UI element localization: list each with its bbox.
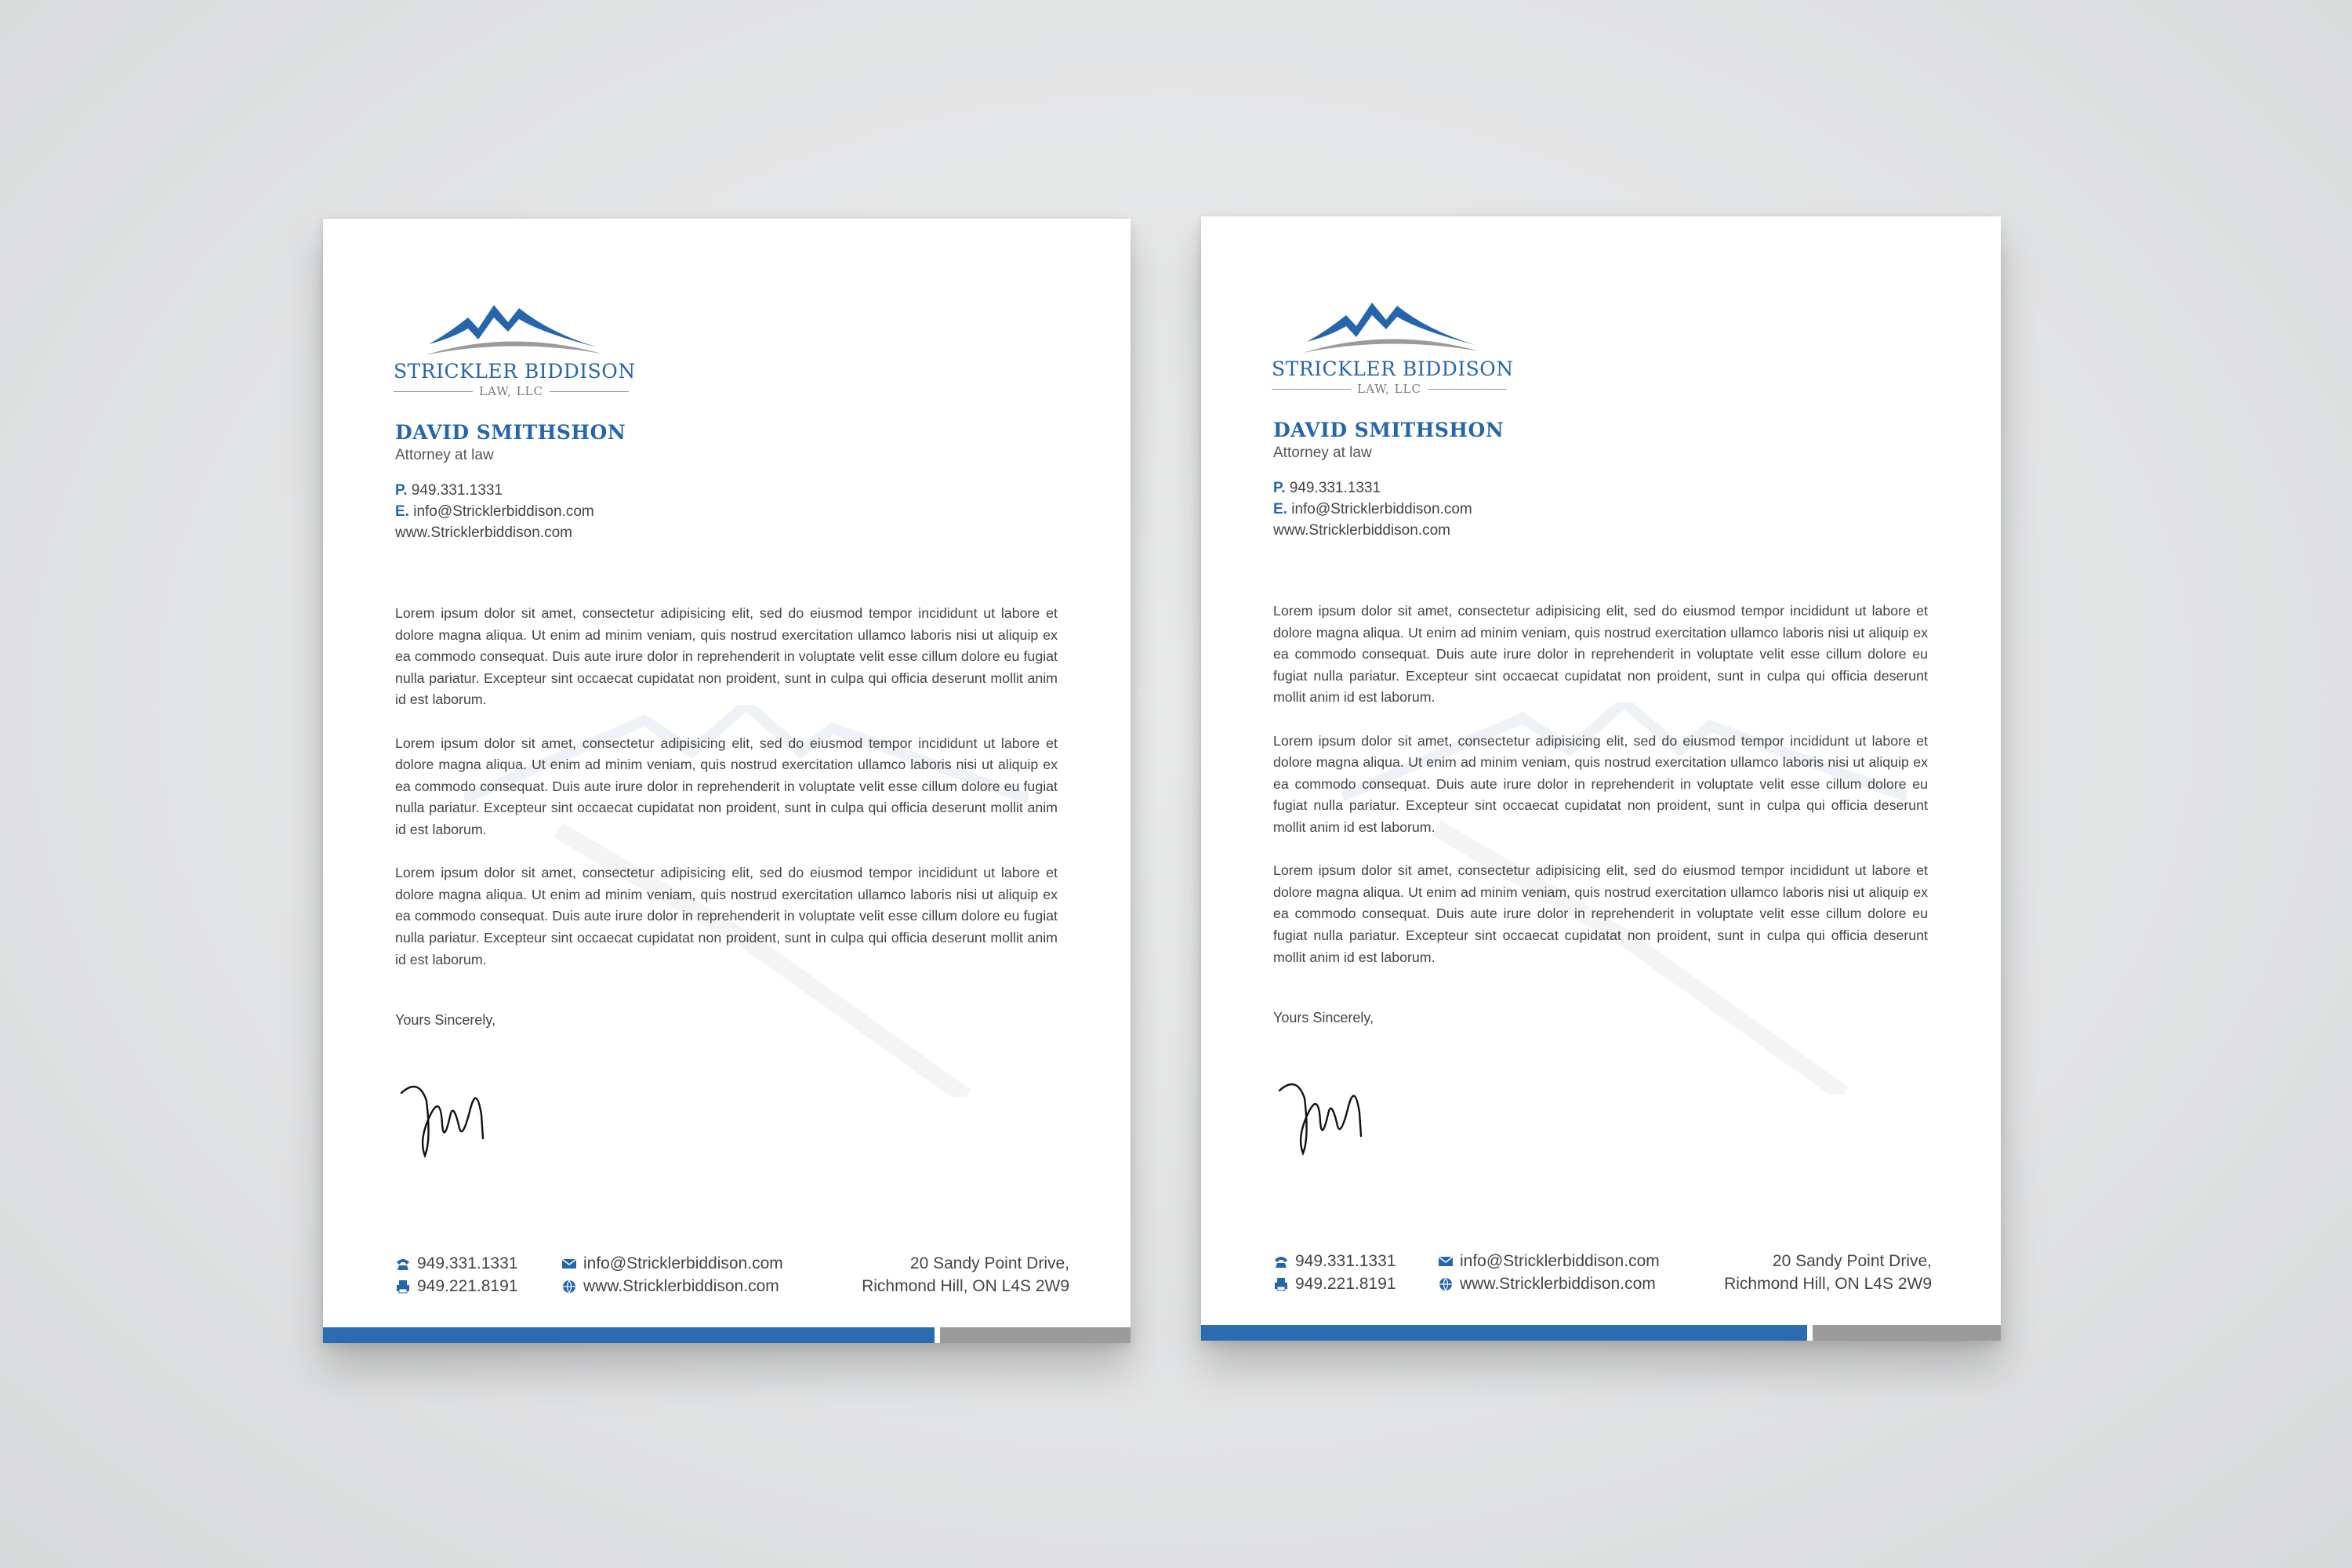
firm-logo	[394, 288, 636, 405]
sender-block	[395, 421, 626, 543]
footer-phone: 949.331.1331	[1295, 1252, 1396, 1270]
footer-online	[561, 1252, 783, 1298]
body-paragraph: Lorem ipsum dolor sit amet, consectetur adipisicing elit, sed do eiusmod tempor incididunt ut labore et dolore magna aliqua. Ut enim ad minim veniam, quis nostrud exercitation ullamco laboris nisi ut aliquip ex ea commodo consequat. Duis aute irure dolor in reprehenderit in voluptate velit esse cillum dolore eu fugiat nulla pariatur. Excepteur sint occaecat cupidatat non proident, sunt in culpa qui officia deserunt mollit anim id est laborum.	[395, 865, 1058, 967]
closing-text: Yours Sincerely,	[395, 1012, 496, 1028]
footer-email: info@Stricklerbiddison.com	[1460, 1252, 1660, 1270]
letterhead-sheet-right	[1201, 216, 2001, 1341]
footer-phones	[395, 1252, 517, 1298]
email-key: E.	[395, 503, 409, 520]
sender-contacts	[1273, 477, 1504, 541]
signature-icon	[395, 1069, 505, 1163]
footer-phones	[1273, 1250, 1396, 1295]
envelope-icon	[561, 1256, 577, 1272]
sender-title: Attorney at law	[395, 447, 494, 463]
firm-subtitle	[1272, 381, 1507, 397]
sender-name: DAVID SMITHSHON	[395, 421, 626, 444]
footer-bar-gray	[1813, 1325, 2001, 1341]
firm-subtitle	[394, 383, 629, 399]
body-paragraph: Lorem ipsum dolor sit amet, consectetur adipisicing elit, sed do eiusmod tempor incididunt ut labore et dolore magna aliqua. Ut enim ad minim veniam, quis nostrud exercitation ullamco laboris nisi ut aliquip ex ea commodo consequat. Duis aute irure dolor in reprehenderit in voluptate velit esse cillum dolore eu fugiat nulla pariatur. Excepteur sint occaecat cupidatat non proident, sunt in culpa qui officia deserunt mollit anim id est laborum.	[1273, 603, 1928, 706]
body-paragraph: Lorem ipsum dolor sit amet, consectetur adipisicing elit, sed do eiusmod tempor incididunt ut labore et dolore magna aliqua. Ut enim ad minim veniam, quis nostrud exercitation ullamco laboris nisi ut aliquip ex ea commodo consequat. Duis aute irure dolor in reprehenderit in voluptate velit esse cillum dolore eu fugiat nulla pariatur. Excepteur sint occaecat cupidatat non proident, sunt in culpa qui officia deserunt mollit anim id est laborum.	[1273, 862, 1928, 965]
sender-title: Attorney at law	[1273, 445, 1372, 461]
footer-bar-blue	[323, 1327, 935, 1343]
letter-body	[1273, 601, 1928, 990]
body-paragraph: Lorem ipsum dolor sit amet, consectetur adipisicing elit, sed do eiusmod tempor incididunt ut labore et dolore magna aliqua. Ut enim ad minim veniam, quis nostrud exercitation ullamco laboris nisi ut aliquip ex ea commodo consequat. Duis aute irure dolor in reprehenderit in voluptate velit esse cillum dolore eu fugiat nulla pariatur. Excepteur sint occaecat cupidatat non proident, sunt in culpa qui officia deserunt mollit anim id est laborum.	[1273, 732, 1928, 835]
closing-text: Yours Sincerely,	[1273, 1010, 1374, 1025]
address-line-2: Richmond Hill, ON L4S 2W9	[1724, 1275, 1932, 1293]
body-paragraph: Lorem ipsum dolor sit amet, consectetur adipisicing elit, sed do eiusmod tempor incididunt ut labore et dolore magna aliqua. Ut enim ad minim veniam, quis nostrud exercitation ullamco laboris nisi ut aliquip ex ea commodo consequat. Duis aute irure dolor in reprehenderit in voluptate velit esse cillum dolore eu fugiat nulla pariatur. Excepteur sint occaecat cupidatat non proident, sunt in culpa qui officia deserunt mollit anim id est laborum.	[395, 735, 1058, 837]
footer-website: www.Stricklerbiddison.com	[583, 1277, 779, 1295]
sender-email: info@Stricklerbiddison.com	[413, 503, 594, 520]
sender-phone: 949.331.1331	[411, 482, 503, 499]
globe-icon	[561, 1279, 577, 1294]
firm-subtitle-text: LAW, LLC	[479, 384, 543, 398]
footer-online	[1438, 1250, 1660, 1295]
fax-icon	[395, 1279, 411, 1294]
footer-bar-gray	[940, 1327, 1131, 1343]
signature-icon	[1273, 1067, 1383, 1161]
body-paragraph: Lorem ipsum dolor sit amet, consectetur adipisicing elit, sed do eiusmod tempor incididunt ut labore et dolore magna aliqua. Ut enim ad minim veniam, quis nostrud exercitation ullamco laboris nisi ut aliquip ex ea commodo consequat. Duis aute irure dolor in reprehenderit in voluptate velit esse cillum dolore eu fugiat nulla pariatur. Excepteur sint occaecat cupidatat non proident, sunt in culpa qui officia deserunt mollit anim id est laborum.	[395, 605, 1058, 708]
phone-key: P.	[1273, 480, 1286, 496]
sender-website: www.Stricklerbiddison.com	[395, 524, 572, 541]
envelope-icon	[1438, 1254, 1454, 1269]
address-line-1: 20 Sandy Point Drive,	[1772, 1252, 1932, 1270]
letterhead-sheet-left	[323, 219, 1131, 1343]
footer-fax: 949.221.8191	[1295, 1275, 1396, 1293]
firm-name: STRICKLER BIDDISON	[394, 360, 636, 383]
firm-logo	[1272, 285, 1514, 403]
sender-email: info@Stricklerbiddison.com	[1291, 501, 1472, 517]
sender-name: DAVID SMITHSHON	[1273, 419, 1504, 441]
firm-subtitle-text: LAW, LLC	[1357, 382, 1421, 396]
sender-block	[1273, 419, 1504, 541]
globe-icon	[1438, 1276, 1454, 1292]
sender-phone: 949.331.1331	[1289, 480, 1381, 496]
footer-phone: 949.331.1331	[417, 1254, 518, 1272]
phone-icon	[395, 1256, 411, 1272]
phone-key: P.	[395, 482, 408, 499]
footer-address	[1724, 1250, 1932, 1295]
address-line-1: 20 Sandy Point Drive,	[909, 1254, 1069, 1272]
mountain-logo-icon	[1272, 285, 1507, 358]
footer-bar-blue	[1201, 1325, 1807, 1341]
sender-website: www.Stricklerbiddison.com	[1273, 522, 1450, 539]
firm-name: STRICKLER BIDDISON	[1272, 358, 1514, 380]
email-key: E.	[1273, 501, 1287, 517]
phone-icon	[1273, 1254, 1289, 1269]
address-line-2: Richmond Hill, ON L4S 2W9	[862, 1277, 1069, 1295]
letter-body	[395, 603, 1058, 993]
sender-contacts	[395, 480, 626, 543]
fax-icon	[1273, 1276, 1289, 1292]
footer-address	[862, 1252, 1069, 1298]
footer-email: info@Stricklerbiddison.com	[583, 1254, 783, 1272]
mountain-logo-icon	[394, 288, 629, 360]
footer-fax: 949.221.8191	[417, 1277, 518, 1295]
footer-website: www.Stricklerbiddison.com	[1460, 1275, 1656, 1293]
